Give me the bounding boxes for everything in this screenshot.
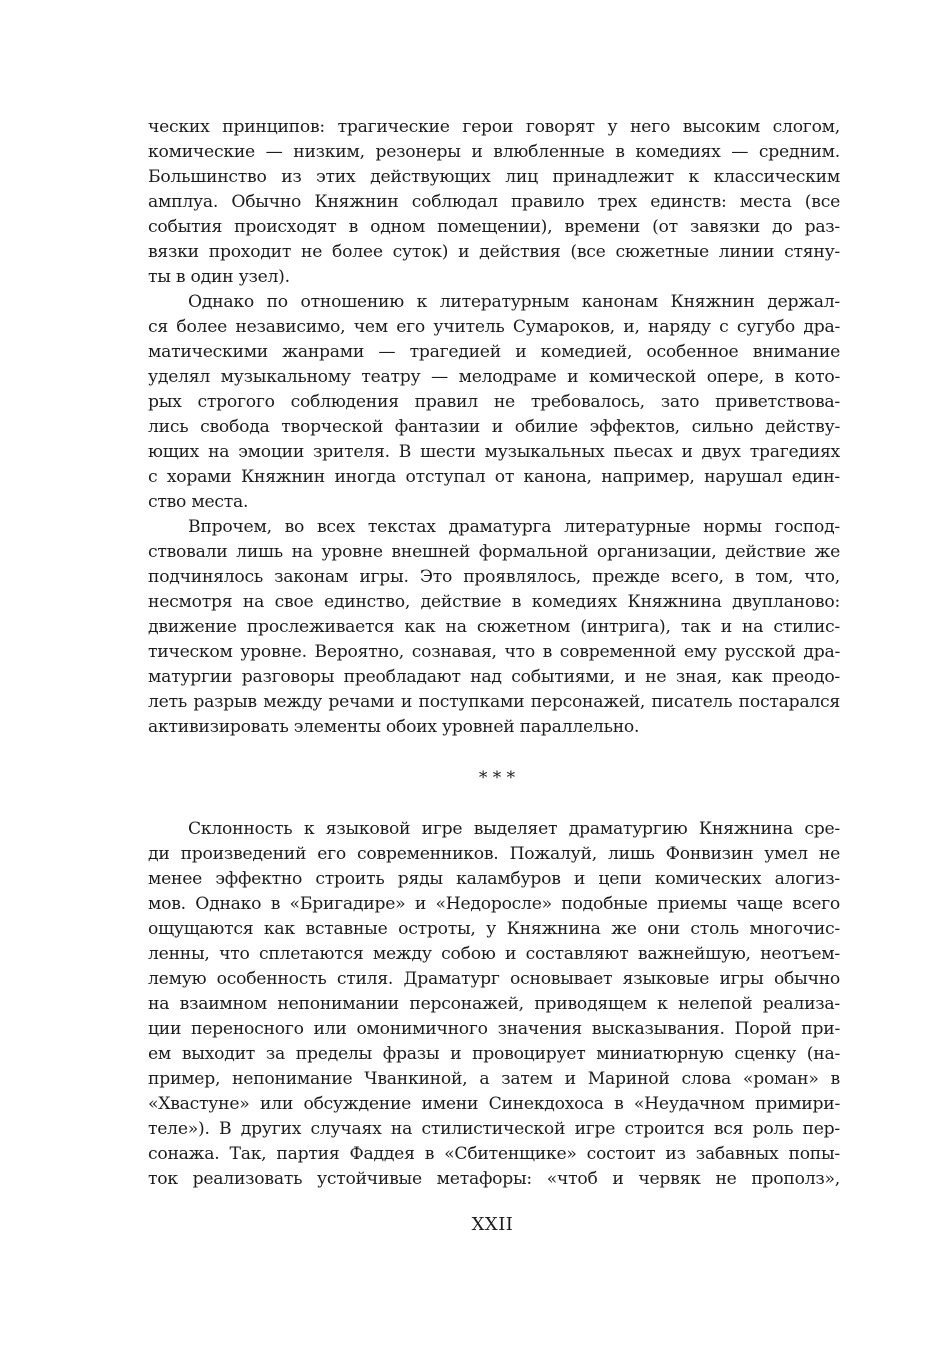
text-line: активизировать элементы обоих уровней параллельно. (148, 717, 640, 737)
text-line: матическими жанрами — трагедией и комедией, особенное внимание (148, 342, 840, 362)
text-line: ток реализовать устойчивые метафоры: «чтоб и червяк не прополз», (148, 1169, 840, 1189)
text-line: ся более независимо, чем его учитель Сумароков, и, наряду с сугубо дра- (148, 317, 840, 337)
text-line: Склонность к языковой игре выделяет драматургию Княжнина сре- (188, 819, 840, 839)
body-text (148, 115, 840, 1192)
text-line: ющих на эмоции зрителя. В шести музыкальных пьесах и двух трагедиях (148, 442, 840, 462)
text-line: теле»). В других случаях на стилистической игре строится вся роль пер- (148, 1119, 840, 1139)
text-line: ты в один узел). (148, 267, 290, 287)
text-line: ди произведений его современников. Пожалуй, лишь Фонвизин умел не (148, 844, 840, 864)
text-line: ческих принципов: трагические герои говорят у него высоким слогом, (148, 117, 840, 137)
text-line: Впрочем, во всех текстах драматурга литературные нормы господ- (188, 517, 840, 537)
text-line: несмотря на свое единство, действие в комедиях Княжнина двупланово: (148, 592, 840, 612)
text-line: ции переносного или омонимичного значения высказывания. Порой при- (148, 1019, 840, 1039)
text-line: амплуа. Обычно Княжнин соблюдал правило трех единств: места (все (148, 192, 840, 212)
text-line: ствовали лишь на уровне внешней формальной организации, действие же (148, 542, 840, 562)
text-line: ощущаются как вставные остроты, у Княжнина же они столь многочис- (148, 919, 840, 939)
page-number: XXII (471, 1214, 514, 1235)
text-line: пример, непонимание Чванкиной, а затем и Мариной слова «роман» в (148, 1069, 840, 1089)
text-line: сонажа. Так, партия Фаддея в «Сбитенщике» состоит из забавных попы- (148, 1144, 840, 1164)
text-line: комические — низким, резонеры и влюбленные в комедиях — средним. (148, 142, 840, 162)
paragraph (148, 515, 840, 740)
text-line: рых строгого соблюдения правил не требовалось, зато приветствова- (148, 392, 840, 412)
text-line: на взаимном непонимании персонажей, приводящем к нелепой реализа- (148, 994, 840, 1014)
text-line: Однако по отношению к литературным канонам Княжнин держал- (188, 292, 840, 312)
text-line: тическом уровне. Вероятно, сознавая, что в современной ему русской дра- (148, 642, 840, 662)
section-separator: * * * (478, 768, 516, 788)
text-line: матургии разговоры преобладают над событиями, и не зная, как преодо- (148, 667, 840, 687)
text-line: с хорами Княжнин иногда отступал от канона, например, нарушал един- (148, 467, 840, 487)
text-line: подчинялось законам игры. Это проявлялось, прежде всего, в том, что, (148, 567, 840, 587)
text-line: ство места. (148, 492, 249, 512)
paragraph (148, 290, 840, 515)
text-line: леть разрыв между речами и поступками персонажей, писатель постарался (148, 692, 840, 712)
paragraph (148, 817, 840, 1192)
text-line: движение прослеживается как на сюжетном (интрига), так и на стилис- (148, 617, 840, 637)
top-paragraphs (148, 115, 840, 740)
text-line: ленны, что сплетаются между собою и составляют важнейшую, неотъем- (148, 944, 840, 964)
text-line: Большинство из этих действующих лиц принадлежит к классическим (148, 167, 840, 187)
bottom-paragraphs (148, 817, 840, 1192)
paragraph (148, 115, 840, 290)
text-line: ем выходит за пределы фразы и провоцирует миниатюрную сценку (на- (148, 1044, 840, 1064)
text-line: мов. Однако в «Бригадире» и «Недоросле» подобные приемы чаще всего (148, 894, 840, 914)
text-line: менее эффектно строить ряды каламбуров и цепи комических алогиз- (148, 869, 840, 889)
text-line: лемую особенность стиля. Драматург основывает языковые игры обычно (148, 969, 840, 989)
text-line: уделял музыкальному театру — мелодраме и комической опере, в кото- (148, 367, 840, 387)
text-line: «Хвастуне» или обсуждение имени Синекдохоса в «Неудачном примири- (148, 1094, 840, 1114)
text-line: лись свобода творческой фантазии и обилие эффектов, сильно действу- (148, 417, 840, 437)
text-line: вязки проходит не более суток) и действия (все сюжетные линии стяну- (148, 242, 840, 262)
text-line: события происходят в одном помещении), времени (от завязки до раз- (148, 217, 840, 237)
